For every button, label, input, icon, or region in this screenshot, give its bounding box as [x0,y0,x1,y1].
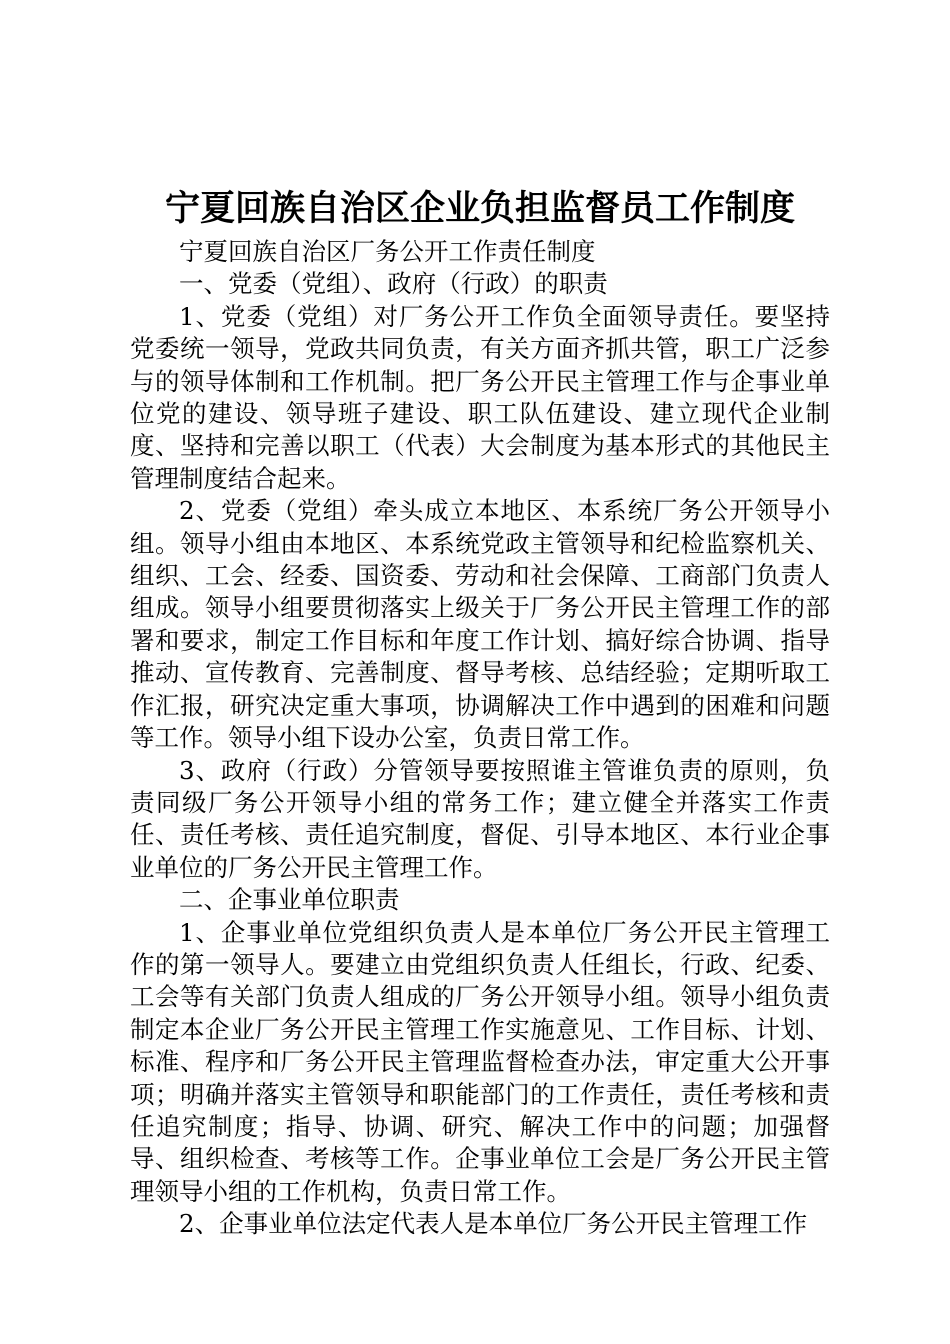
document-title: 宁夏回族自治区企业负担监督员工作制度 [164,189,795,229]
section-heading-1: 一、党委（党组）、政府（行政）的职责 [179,269,608,299]
document-page [130,182,830,1241]
paragraph: 1、党委（党组）对厂务公开工作负全面领导责任。要坚持党委统一领导，党政共同负责，有关方面齐抓共管，职工广泛参与的领导体制和工作机制。把厂务公开民主管理工作与企事业单位党的建设、领导班子建设、职工队伍建设、建立现代企业制度、坚持和完善以职工（代表）大会制度为基本形式的其他民主管理制度结合起来。 [130,301,830,493]
paragraph: 3、政府（行政）分管领导要按照谁主管谁负责的原则，负责同级厂务公开领导小组的常务工作；建立健全并落实工作责任、责任考核、责任追究制度，督促、引导本地区、本行业企事业单位的厂务公开民主管理工作。 [130,755,830,882]
section-heading-2: 二、企事业单位职责 [179,885,400,915]
paragraph: 2、企事业单位法定代表人是本单位厂务公开民主管理工作 [179,1209,808,1239]
paragraph: 2、党委（党组）牵头成立本地区、本系统厂务公开领导小组。领导小组由本地区、本系统党政主管领导和纪检监察机关、组织、工会、经委、国资委、劳动和社会保障、工商部门负责人组成。领导小组要贯彻落实上级关于厂务公开民主管理工作的部署和要求，制定工作目标和年度工作计划、搞好综合协调、指导推动、宣传教育、完善制度、督导考核、总结经验；定期听取工作汇报，研究决定重大事项，协调解决工作中遇到的困难和问题等工作。领导小组下设办公室，负责日常工作。 [130,496,830,753]
paragraph: 1、企事业单位党组织负责人是本单位厂务公开民主管理工作的第一领导人。要建立由党组织负责人任组长，行政、纪委、工会等有关部门负责人组成的厂务公开领导小组。领导小组负责制定本企业厂务公开民主管理工作实施意见、工作目标、计划、标准、程序和厂务公开民主管理监督检查办法，审定重大公开事项；明确并落实主管领导和职能部门的工作责任，责任考核和责任追究制度；指导、协调、研究、解决工作中的问题；加强督导、组织检查、考核等工作。企事业单位工会是厂务公开民主管理领导小组的工作机构，负责日常工作。 [130,917,830,1206]
document-subtitle: 宁夏回族自治区厂务公开工作责任制度 [179,237,596,266]
